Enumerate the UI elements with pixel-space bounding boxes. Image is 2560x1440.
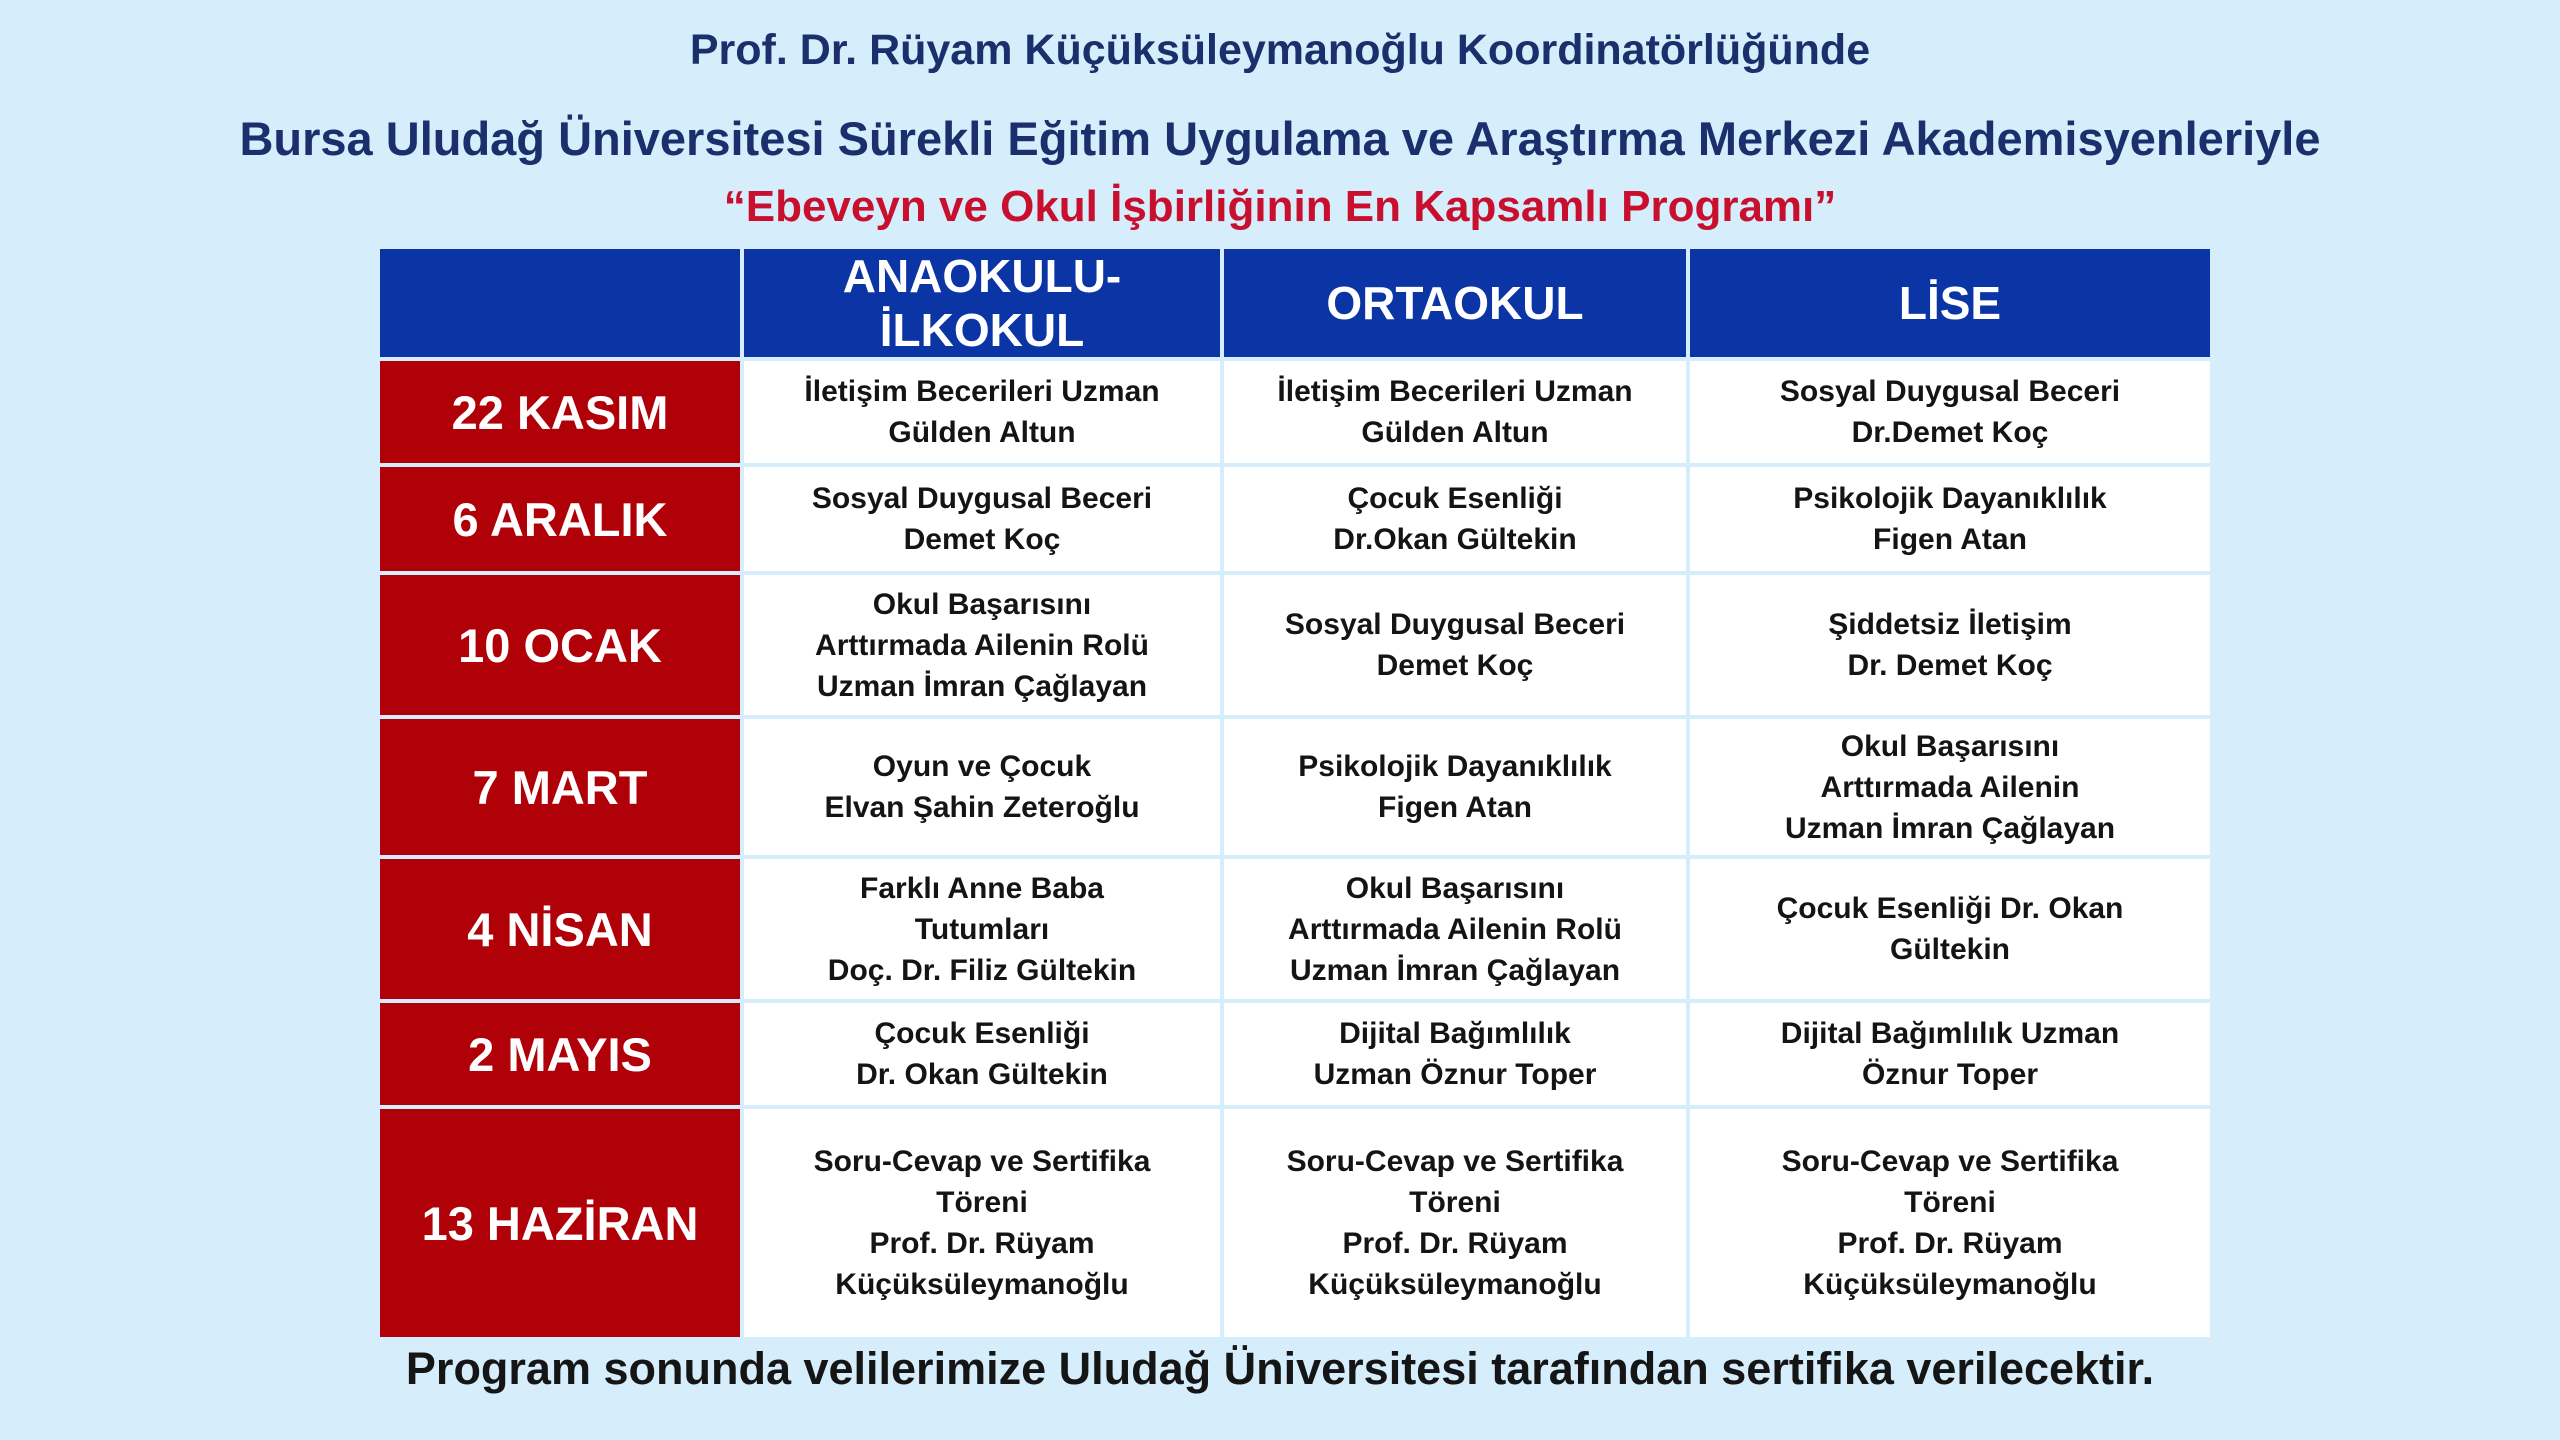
session-text: Sosyal Duygusal Beceri Demet Koç [1284, 608, 1626, 682]
session-text: Sosyal Duygusal Beceri Demet Koç [811, 482, 1153, 556]
session-cell-anaokulu [742, 1107, 1222, 1339]
date-cell: 6 ARALIK [378, 465, 742, 573]
session-text: Okul Başarısını Arttırmada Ailenin Uzman İmran Çağlayan [1784, 729, 2116, 845]
date-cell: 22 KASIM [378, 359, 742, 465]
session-text: Oyun ve Çocuk Elvan Şahin Zeteroğlu [824, 750, 1140, 824]
table-row [378, 1001, 2212, 1107]
program-title: “Ebeveyn ve Okul İşbirliğinin En Kapsamlı Programı” [723, 182, 1837, 231]
coordinator-heading: Prof. Dr. Rüyam Küçüksüleymanoğlu Koordinatörlüğünde [689, 26, 1871, 74]
session-cell-ortaokul [1222, 359, 1688, 465]
session-cell-anaokulu [742, 1001, 1222, 1107]
session-cell-lise [1688, 573, 2212, 717]
column-header-anaokulu-ilkokul: ANAOKULU-İLKOKUL [742, 247, 1222, 359]
column-header-ortaokul: ORTAOKUL [1222, 247, 1688, 359]
session-text: Çocuk Esenliği Dr. Okan Gültekin [856, 1017, 1108, 1091]
table-header-row [378, 247, 2212, 359]
session-cell-ortaokul [1222, 857, 1688, 1001]
session-cell-ortaokul [1222, 1001, 1688, 1107]
table-row [378, 1107, 2212, 1339]
column-header-lise: LİSE [1688, 247, 2212, 359]
session-text: Psikolojik Dayanıklılık Figen Atan [1793, 482, 2107, 556]
table-row [378, 465, 2212, 573]
session-text: Psikolojik Dayanıklılık Figen Atan [1298, 750, 1612, 824]
date-cell: 10 OCAK [378, 573, 742, 717]
session-cell-lise [1688, 465, 2212, 573]
session-text: Sosyal Duygusal Beceri Dr.Demet Koç [1779, 375, 2121, 449]
session-cell-anaokulu [742, 717, 1222, 857]
session-cell-lise [1688, 857, 2212, 1001]
schedule-table [376, 245, 2214, 1341]
session-cell-ortaokul [1222, 1107, 1688, 1339]
session-text: Okul Başarısını Arttırmada Ailenin Rolü Uzman İmran Çağlayan [815, 587, 1149, 703]
session-cell-lise [1688, 717, 2212, 857]
session-text: Farklı Anne Baba Tutumları Doç. Dr. Filiz Gültekin [827, 871, 1137, 987]
table-row [378, 359, 2212, 465]
certificate-note: Program sonunda velilerimize Uludağ Üniversitesi tarafından sertifika verilecektir. [405, 1343, 2155, 1394]
session-cell-ortaokul [1222, 573, 1688, 717]
session-cell-lise [1688, 359, 2212, 465]
date-cell: 7 MART [378, 717, 742, 857]
session-text: Dijital Bağımlılık Uzman Öznur Toper [1313, 1017, 1597, 1091]
session-cell-lise [1688, 1107, 2212, 1339]
table-row [378, 857, 2212, 1001]
table-row [378, 573, 2212, 717]
session-text: Şiddetsiz İletişim Dr. Demet Koç [1828, 608, 2072, 682]
session-cell-anaokulu [742, 359, 1222, 465]
session-text: Soru-Cevap ve Sertifika Töreni Prof. Dr. Rüyam Küçüksüleymanoğlu [1286, 1145, 1624, 1301]
session-text: Okul Başarısını Arttırmada Ailenin Rolü Uzman İmran Çağlayan [1288, 871, 1622, 987]
session-cell-anaokulu [742, 857, 1222, 1001]
session-text: Soru-Cevap ve Sertifika Töreni Prof. Dr. Rüyam Küçüksüleymanoğlu [1781, 1145, 2119, 1301]
session-cell-ortaokul [1222, 717, 1688, 857]
session-cell-anaokulu [742, 573, 1222, 717]
session-text: Çocuk Esenliği Dr.Okan Gültekin [1333, 482, 1577, 556]
university-heading: Bursa Uludağ Üniversitesi Sürekli Eğitim Uygulama ve Araştırma Merkezi Akademisyenleriyle [239, 112, 2321, 165]
session-text: İletişim Becerileri Uzman Gülden Altun [804, 375, 1160, 449]
session-text: Çocuk Esenliği Dr. Okan Gültekin [1776, 892, 2124, 966]
session-cell-lise [1688, 1001, 2212, 1107]
column-header-empty [378, 247, 742, 359]
table-row [378, 717, 2212, 857]
date-cell: 2 MAYIS [378, 1001, 742, 1107]
session-text: Dijital Bağımlılık Uzman Öznur Toper [1780, 1017, 2120, 1091]
date-cell: 13 HAZİRAN [378, 1107, 742, 1339]
session-text: İletişim Becerileri Uzman Gülden Altun [1277, 375, 1633, 449]
session-text: Soru-Cevap ve Sertifika Töreni Prof. Dr. Rüyam Küçüksüleymanoğlu [813, 1145, 1151, 1301]
date-cell: 4 NİSAN [378, 857, 742, 1001]
session-cell-anaokulu [742, 465, 1222, 573]
session-cell-ortaokul [1222, 465, 1688, 573]
